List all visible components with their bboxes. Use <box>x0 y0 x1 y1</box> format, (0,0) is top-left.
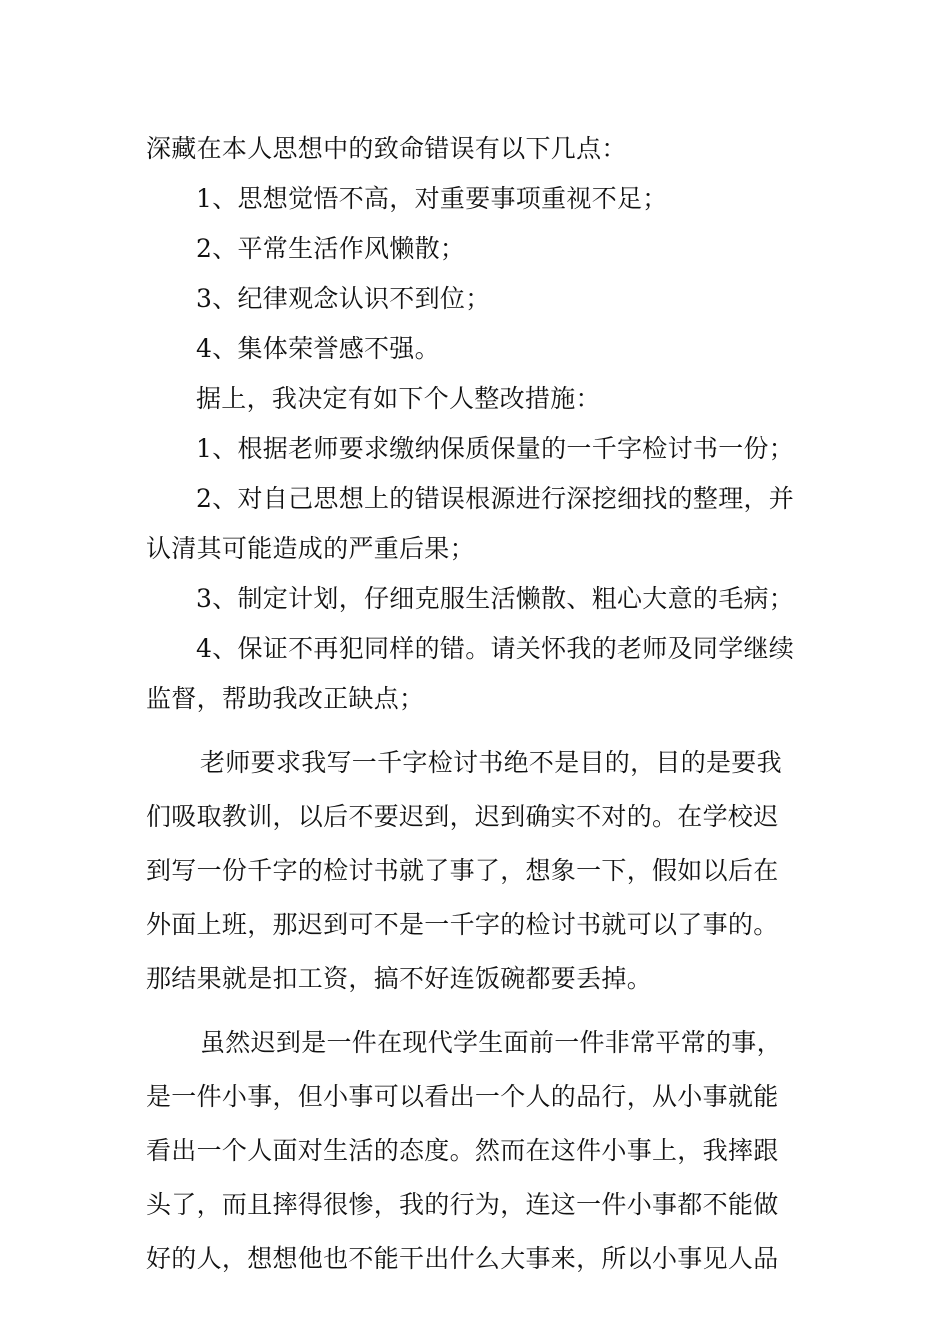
text-line: 深藏在本人思想中的致命错误有以下几点： <box>146 134 627 163</box>
text-line: 2、对自己思想上的错误根源进行深挖细找的整理，并 <box>196 484 795 513</box>
text-line: 头了，而且摔得很惨，我的行为，连这一件小事都不能做 <box>146 1190 779 1219</box>
text-line: 3、纪律观念认识不到位； <box>196 284 491 313</box>
text-line: 4、集体荣誉感不强。 <box>196 334 440 363</box>
text-line: 看出一个人面对生活的态度。然而在这件小事上，我摔跟 <box>146 1136 779 1165</box>
document-body <box>146 124 808 1284</box>
text-line: 到写一份千字的检讨书就了事了，想象一下，假如以后在 <box>146 856 779 885</box>
text-line: 认清其可能造成的严重后果； <box>146 534 475 563</box>
text-line: 监督，帮助我改正缺点； <box>146 684 425 713</box>
text-line: 1、根据老师要求缴纳保质保量的一千字检讨书一份； <box>196 434 795 463</box>
text-line: 3、制定计划，仔细克服生活懒散、粗心大意的毛病； <box>196 584 795 613</box>
text-line: 2、平常生活作风懒散； <box>196 234 466 263</box>
text-line: 据上，我决定有如下个人整改措施： <box>196 384 601 413</box>
text-line: 4、保证不再犯同样的错。请关怀我的老师及同学继续 <box>196 634 795 663</box>
text-line: 虽然迟到是一件在现代学生面前一件非常平常的事， <box>200 1028 782 1057</box>
text-line: 那结果就是扣工资，搞不好连饭碗都要丢掉。 <box>146 964 653 993</box>
text-line: 1、思想觉悟不高，对重要事项重视不足； <box>196 184 668 213</box>
text-line: 们吸取教训，以后不要迟到，迟到确实不对的。在学校迟 <box>146 802 779 831</box>
text-line: 是一件小事，但小事可以看出一个人的品行，从小事就能 <box>146 1082 779 1111</box>
text-line: 好的人，想想他也不能干出什么大事来，所以小事见人品 <box>146 1244 779 1273</box>
text-line: 外面上班，那迟到可不是一千字的检讨书就可以了事的。 <box>146 910 779 939</box>
text-line: 老师要求我写一千字检讨书绝不是目的，目的是要我 <box>200 748 782 777</box>
